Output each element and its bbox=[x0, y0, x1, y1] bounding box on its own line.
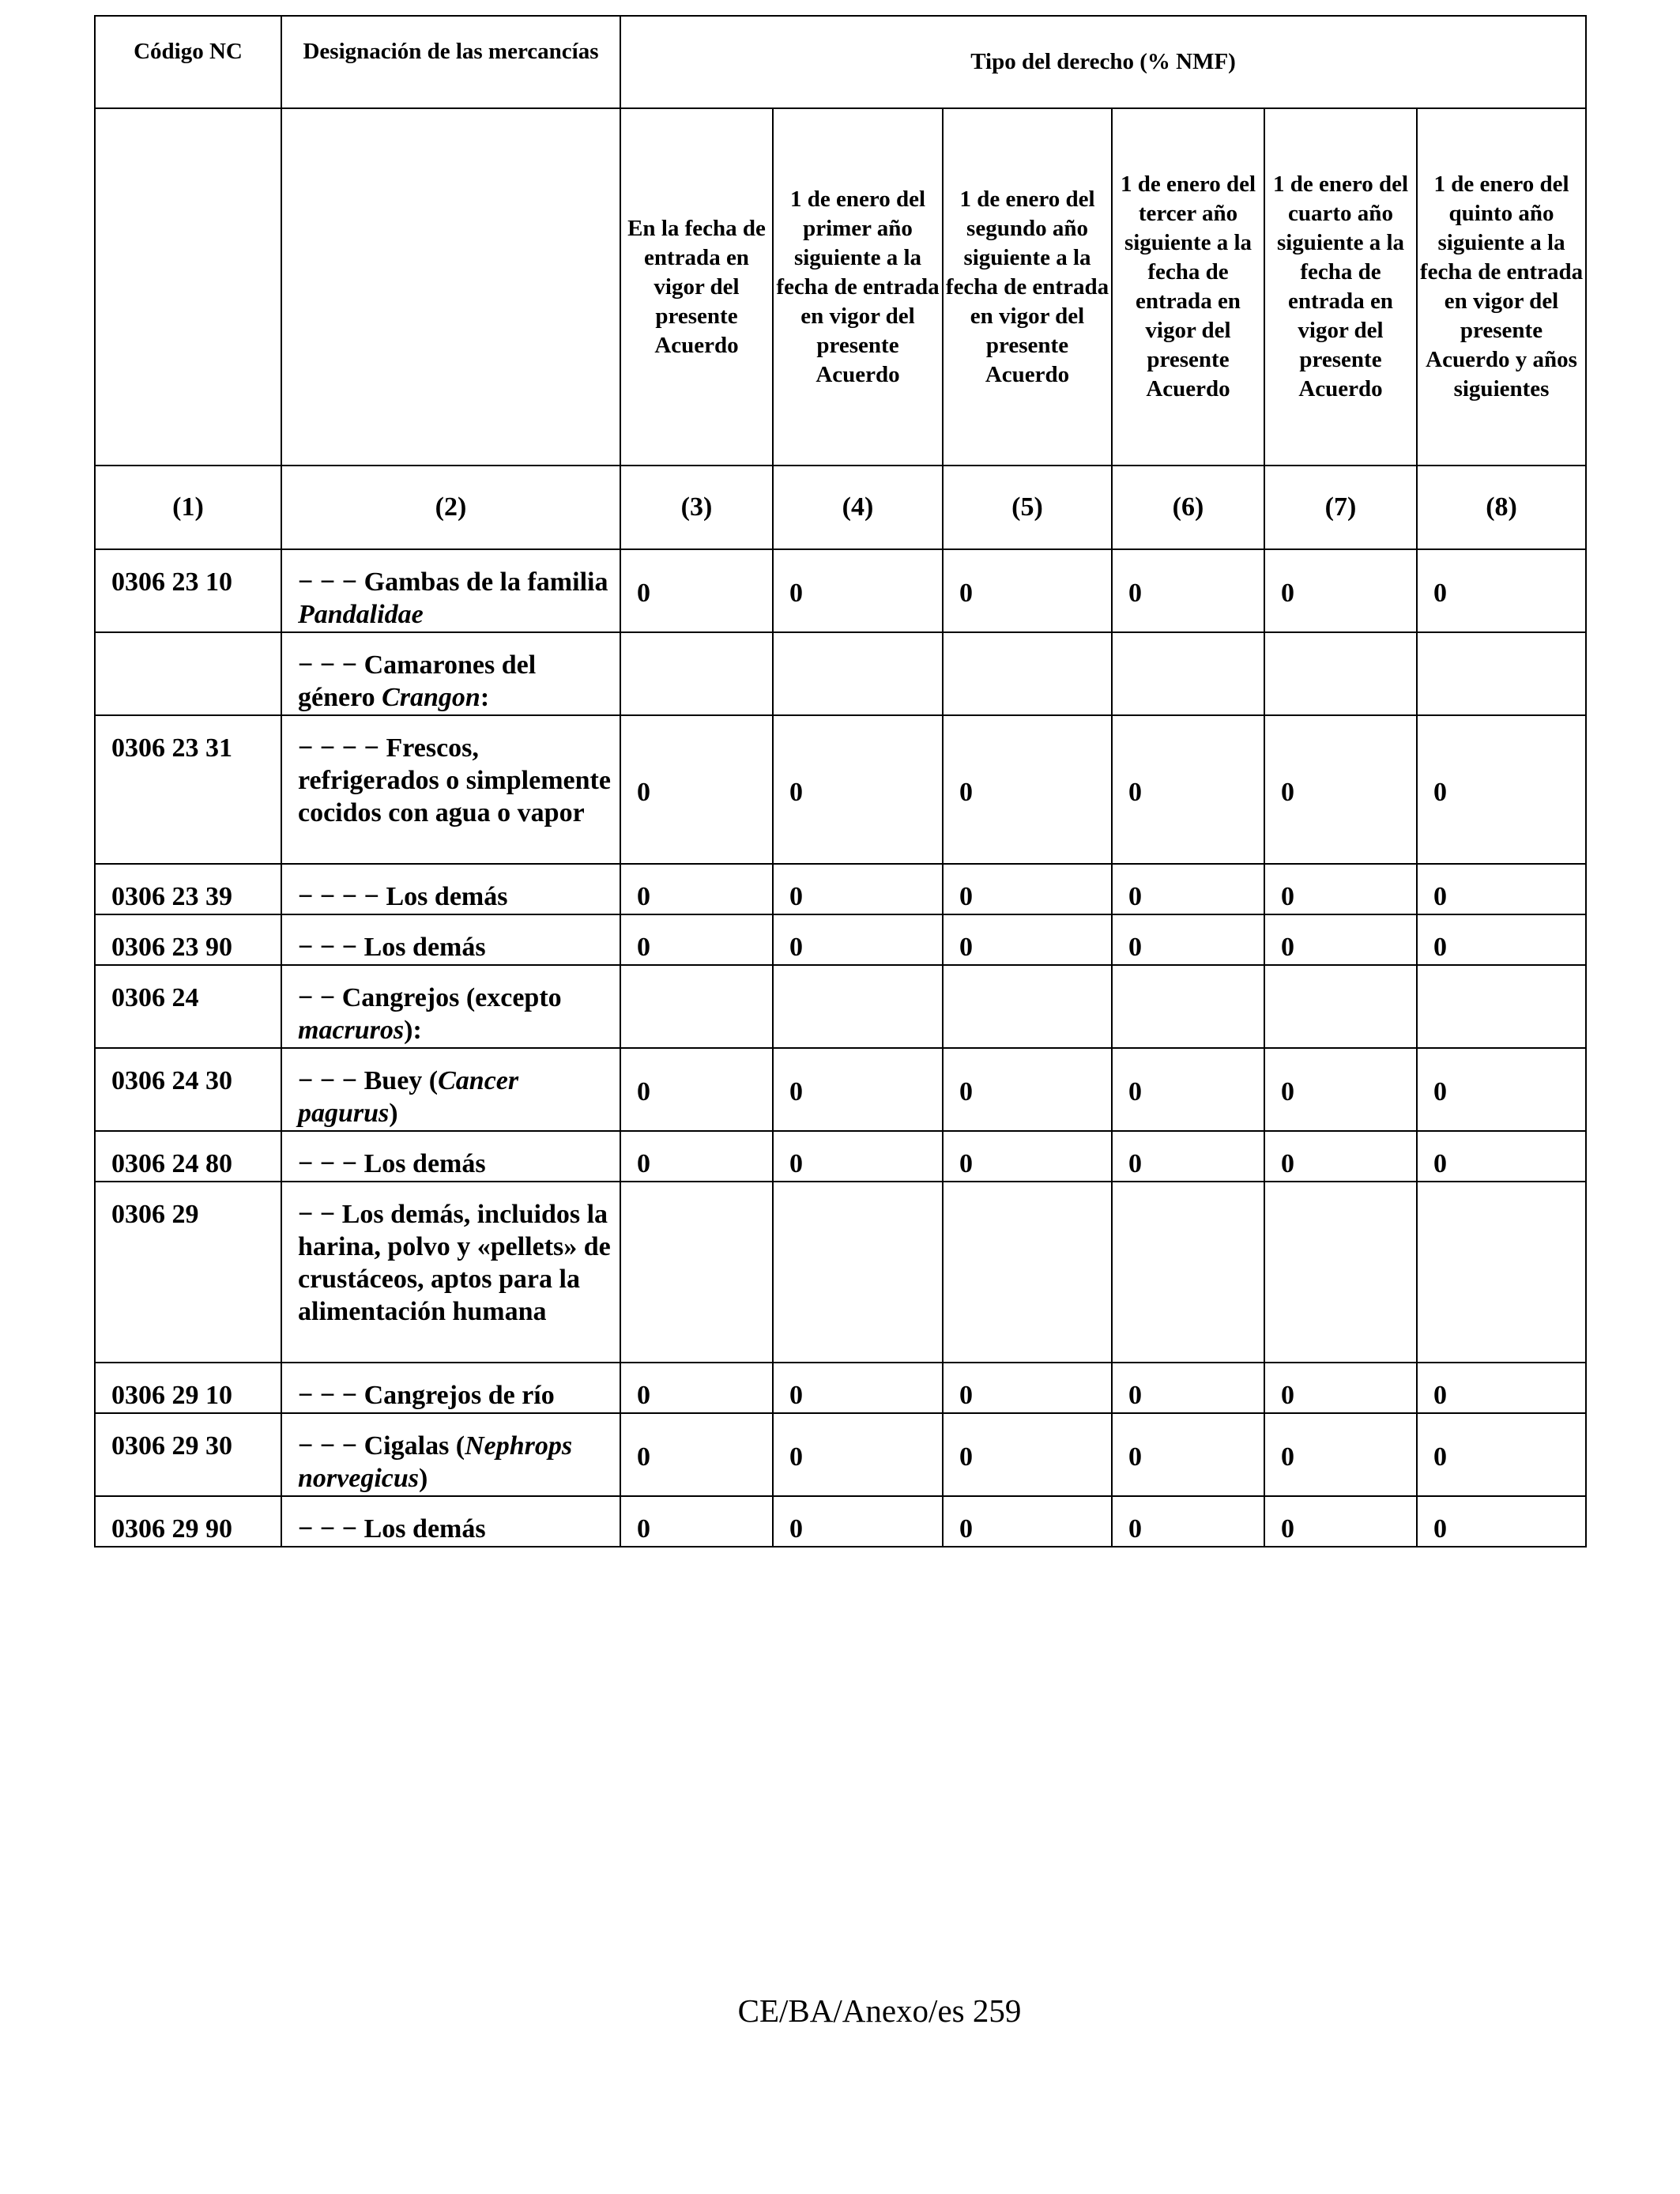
rate-cell bbox=[1264, 1182, 1417, 1363]
cn-code: 0306 29 90 bbox=[111, 1514, 232, 1544]
designation-cell bbox=[281, 965, 620, 1048]
header-designation bbox=[281, 16, 620, 108]
table-row bbox=[95, 864, 1586, 914]
rate-value: 0 bbox=[637, 1077, 650, 1106]
rate-value: 0 bbox=[959, 1077, 973, 1106]
rate-cell bbox=[943, 965, 1112, 1048]
rate-value: 0 bbox=[1281, 882, 1294, 911]
designation-suffix: : bbox=[480, 683, 490, 712]
table-row bbox=[95, 1131, 1586, 1182]
rate-cell bbox=[1112, 632, 1264, 715]
rate-cell bbox=[1112, 1131, 1264, 1182]
column-number: (3) bbox=[620, 466, 773, 549]
rate-cell bbox=[943, 1182, 1112, 1363]
designation-suffix: ) bbox=[419, 1464, 428, 1493]
designation-text: − − Los demás, incluidos la harina, polvo y «pellets» de crustáceos, aptos para la alimentación humana bbox=[298, 1200, 611, 1326]
rate-value bbox=[944, 1270, 1111, 1275]
cn-code-cell bbox=[95, 632, 281, 715]
cn-code: 0306 24 30 bbox=[111, 1066, 232, 1095]
rate-cell bbox=[1417, 715, 1586, 864]
rate-cell bbox=[1417, 1131, 1586, 1182]
rate-value bbox=[1113, 1005, 1264, 1009]
rate-cell bbox=[620, 549, 773, 632]
rate-cell bbox=[1112, 1496, 1264, 1547]
rate-cell bbox=[1264, 1413, 1417, 1496]
rate-value: 0 bbox=[1433, 579, 1447, 608]
table-row bbox=[95, 1496, 1586, 1547]
rate-cell bbox=[1112, 1363, 1264, 1413]
rate-value: 0 bbox=[1128, 882, 1142, 911]
rate-value: 0 bbox=[789, 1077, 803, 1106]
rate-value: 0 bbox=[789, 933, 803, 962]
header-code-label: Código NC bbox=[134, 39, 243, 64]
rate-cell bbox=[773, 1363, 943, 1413]
rate-cell bbox=[773, 1182, 943, 1363]
designation-text: − − Cangrejos (excepto bbox=[298, 983, 562, 1012]
rate-value: 0 bbox=[1281, 1442, 1294, 1472]
rate-value: 0 bbox=[1281, 1381, 1294, 1410]
rate-value bbox=[621, 1270, 772, 1275]
rate-cell bbox=[1417, 1182, 1586, 1363]
rate-value bbox=[1113, 672, 1264, 677]
rate-cell bbox=[620, 1131, 773, 1182]
rate-cell bbox=[773, 965, 943, 1048]
designation-text: − − − Los demás bbox=[298, 1514, 486, 1544]
cn-code-cell bbox=[95, 549, 281, 632]
rate-value bbox=[621, 1005, 772, 1009]
designation bbox=[282, 915, 620, 963]
designation-text: − − − Los demás bbox=[298, 1149, 486, 1178]
rate-cell bbox=[943, 914, 1112, 965]
rate-cell bbox=[620, 864, 773, 914]
designation bbox=[282, 966, 620, 1046]
column-number: (4) bbox=[773, 466, 943, 549]
header-stage-empty-2 bbox=[281, 108, 620, 466]
header-stage-7: 1 de enero del cuarto año siguiente a la fecha de entrada en vigor del presente Acuerdo bbox=[1264, 108, 1417, 466]
designation-cell bbox=[281, 715, 620, 864]
rate-cell bbox=[773, 549, 943, 632]
designation bbox=[282, 716, 620, 829]
cn-code-cell bbox=[95, 1131, 281, 1182]
rate-value: 0 bbox=[1433, 1381, 1447, 1410]
cn-code: 0306 24 80 bbox=[111, 1149, 232, 1178]
rate-value: 0 bbox=[959, 933, 973, 962]
rate-value: 0 bbox=[637, 882, 650, 911]
designation-text: − − − Buey ( bbox=[298, 1066, 439, 1095]
rate-cell bbox=[773, 1131, 943, 1182]
column-number: (6) bbox=[1112, 466, 1264, 549]
designation-cell bbox=[281, 1131, 620, 1182]
rate-cell bbox=[943, 1413, 1112, 1496]
column-number: (5) bbox=[943, 466, 1112, 549]
rate-cell bbox=[620, 965, 773, 1048]
rate-cell bbox=[1417, 1413, 1586, 1496]
designation-text: − − − Gambas de la familia bbox=[298, 567, 608, 597]
header-designation-label: Designación de las mercancías bbox=[303, 39, 599, 64]
column-number: (7) bbox=[1264, 466, 1417, 549]
rate-cell bbox=[943, 864, 1112, 914]
rate-cell bbox=[943, 632, 1112, 715]
rate-cell bbox=[1264, 715, 1417, 864]
rate-cell bbox=[773, 1496, 943, 1547]
rate-value: 0 bbox=[1281, 777, 1294, 807]
header-row-numbers bbox=[95, 466, 1586, 549]
rate-value: 0 bbox=[637, 933, 650, 962]
cn-code-cell bbox=[95, 1363, 281, 1413]
designation bbox=[282, 1132, 620, 1180]
rate-cell bbox=[943, 1131, 1112, 1182]
designation-cell bbox=[281, 1182, 620, 1363]
rate-cell bbox=[1417, 864, 1586, 914]
cn-code-cell bbox=[95, 1413, 281, 1496]
rate-value bbox=[944, 1005, 1111, 1009]
rate-value bbox=[1113, 1270, 1264, 1275]
designation-cell bbox=[281, 549, 620, 632]
header-rate bbox=[620, 16, 1586, 108]
designation-italic: macruros bbox=[298, 1016, 405, 1045]
cn-code-cell bbox=[95, 1048, 281, 1131]
page-reference: CE/BA/Anexo/es 259 bbox=[737, 1992, 1022, 2029]
designation-italic: Pandalidae bbox=[298, 600, 424, 629]
designation-cell bbox=[281, 1496, 620, 1547]
rate-value: 0 bbox=[789, 777, 803, 807]
header-stage-3: En la fecha de entrada en vigor del presente Acuerdo bbox=[620, 108, 773, 466]
column-number: (1) bbox=[95, 466, 281, 549]
rate-value: 0 bbox=[1128, 579, 1142, 608]
cn-code-cell bbox=[95, 1182, 281, 1363]
rate-cell bbox=[1417, 1363, 1586, 1413]
rate-cell bbox=[1112, 914, 1264, 965]
rate-value bbox=[1418, 1270, 1585, 1275]
rate-value: 0 bbox=[637, 1149, 650, 1178]
rate-value: 0 bbox=[1433, 777, 1447, 807]
cn-code-cell bbox=[95, 715, 281, 864]
rate-value: 0 bbox=[1128, 1149, 1142, 1178]
rate-value bbox=[1418, 672, 1585, 677]
cn-code-cell bbox=[95, 965, 281, 1048]
rate-value: 0 bbox=[1281, 1514, 1294, 1544]
cn-code-cell bbox=[95, 1496, 281, 1547]
rate-value: 0 bbox=[959, 579, 973, 608]
designation bbox=[282, 633, 620, 714]
designation-cell bbox=[281, 1363, 620, 1413]
cn-code bbox=[96, 633, 281, 649]
rate-value: 0 bbox=[789, 579, 803, 608]
rate-cell bbox=[620, 914, 773, 965]
header-stage-empty-1 bbox=[95, 108, 281, 466]
table-row bbox=[95, 914, 1586, 965]
rate-cell bbox=[773, 1413, 943, 1496]
designation-text: − − − − Los demás bbox=[298, 882, 508, 911]
rate-value: 0 bbox=[1433, 882, 1447, 911]
table-row bbox=[95, 965, 1586, 1048]
table-row bbox=[95, 549, 1586, 632]
designation-cell bbox=[281, 1048, 620, 1131]
rate-cell bbox=[1264, 1048, 1417, 1131]
cn-code: 0306 29 10 bbox=[111, 1381, 232, 1410]
cn-code: 0306 29 30 bbox=[111, 1431, 232, 1461]
rate-value: 0 bbox=[1128, 1442, 1142, 1472]
designation bbox=[282, 550, 620, 631]
rate-cell bbox=[943, 715, 1112, 864]
header-row-main bbox=[95, 16, 1586, 108]
rate-cell bbox=[773, 715, 943, 864]
cn-code: 0306 29 bbox=[111, 1200, 199, 1229]
designation-suffix: ) bbox=[389, 1099, 398, 1128]
rate-value: 0 bbox=[1433, 1077, 1447, 1106]
rate-value bbox=[774, 672, 942, 677]
designation bbox=[282, 1049, 620, 1129]
rate-cell bbox=[1112, 549, 1264, 632]
rate-value bbox=[1265, 1270, 1416, 1275]
rate-value: 0 bbox=[1433, 933, 1447, 962]
rate-cell bbox=[1417, 965, 1586, 1048]
rate-value: 0 bbox=[1128, 1514, 1142, 1544]
rate-cell bbox=[620, 1496, 773, 1547]
rate-cell bbox=[620, 1182, 773, 1363]
rate-value: 0 bbox=[959, 1514, 973, 1544]
rate-value: 0 bbox=[637, 777, 650, 807]
rate-cell bbox=[943, 1048, 1112, 1131]
rate-value bbox=[774, 1005, 942, 1009]
designation-text: − − − Los demás bbox=[298, 933, 486, 962]
rate-cell bbox=[1112, 864, 1264, 914]
rate-value: 0 bbox=[637, 579, 650, 608]
designation-text: − − − − Frescos, refrigerados o simplemente cocidos con agua o vapor bbox=[298, 733, 611, 827]
rate-cell bbox=[773, 914, 943, 965]
designation-italic: Nephrops norvegicus bbox=[298, 1431, 573, 1493]
rate-value: 0 bbox=[1433, 1442, 1447, 1472]
designation bbox=[282, 1497, 620, 1545]
rate-value: 0 bbox=[959, 1442, 973, 1472]
designation-suffix: ): bbox=[404, 1016, 422, 1045]
rate-value: 0 bbox=[959, 777, 973, 807]
tariff-body bbox=[95, 549, 1586, 1547]
designation-cell bbox=[281, 632, 620, 715]
rate-cell bbox=[943, 549, 1112, 632]
rate-value: 0 bbox=[637, 1442, 650, 1472]
header-stage-4: 1 de enero del primer año siguiente a la fecha de entrada en vigor del presente Acuerdo bbox=[773, 108, 943, 466]
rate-cell bbox=[1112, 965, 1264, 1048]
rate-cell bbox=[1417, 914, 1586, 965]
rate-value: 0 bbox=[1433, 1514, 1447, 1544]
rate-value bbox=[944, 672, 1111, 677]
rate-value: 0 bbox=[959, 882, 973, 911]
rate-cell bbox=[620, 1048, 773, 1131]
designation-cell bbox=[281, 914, 620, 965]
rate-cell bbox=[1112, 1182, 1264, 1363]
designation-cell bbox=[281, 1413, 620, 1496]
rate-cell bbox=[620, 1363, 773, 1413]
designation-text: − − − Camarones del género bbox=[298, 650, 537, 712]
rate-value bbox=[1265, 672, 1416, 677]
header-row-stages bbox=[95, 108, 1586, 466]
rate-value: 0 bbox=[637, 1514, 650, 1544]
rate-cell bbox=[1264, 632, 1417, 715]
rate-cell bbox=[1417, 1496, 1586, 1547]
rate-value: 0 bbox=[1128, 1381, 1142, 1410]
column-number: (2) bbox=[281, 466, 620, 549]
rate-cell bbox=[773, 1048, 943, 1131]
cn-code-cell bbox=[95, 864, 281, 914]
rate-value: 0 bbox=[1128, 777, 1142, 807]
rate-value bbox=[774, 1270, 942, 1275]
rate-value: 0 bbox=[1128, 1077, 1142, 1106]
rate-value: 0 bbox=[789, 1514, 803, 1544]
cn-code: 0306 23 39 bbox=[111, 882, 232, 911]
rate-cell bbox=[620, 1413, 773, 1496]
designation-text: − − − Cangrejos de río bbox=[298, 1381, 555, 1410]
rate-value: 0 bbox=[789, 1149, 803, 1178]
rate-cell bbox=[1112, 1048, 1264, 1131]
rate-value: 0 bbox=[959, 1381, 973, 1410]
table-row bbox=[95, 715, 1586, 864]
table-row bbox=[95, 1413, 1586, 1496]
rate-value: 0 bbox=[637, 1381, 650, 1410]
table-row bbox=[95, 1363, 1586, 1413]
header-rate-label: Tipo del derecho (% NMF) bbox=[970, 49, 1236, 74]
designation-text: − − − Cigalas ( bbox=[298, 1431, 465, 1461]
rate-value: 0 bbox=[1281, 1149, 1294, 1178]
rate-cell bbox=[943, 1496, 1112, 1547]
designation bbox=[282, 1182, 620, 1328]
rate-value: 0 bbox=[1281, 579, 1294, 608]
rate-cell bbox=[1264, 1363, 1417, 1413]
rate-cell bbox=[1264, 1131, 1417, 1182]
rate-value bbox=[1418, 1005, 1585, 1009]
rate-cell bbox=[620, 632, 773, 715]
rate-value: 0 bbox=[1281, 1077, 1294, 1106]
rate-cell bbox=[1264, 864, 1417, 914]
rate-cell bbox=[773, 632, 943, 715]
cn-code: 0306 23 31 bbox=[111, 733, 232, 763]
rate-cell bbox=[943, 1363, 1112, 1413]
designation bbox=[282, 1414, 620, 1495]
header-code bbox=[95, 16, 281, 108]
rate-value: 0 bbox=[789, 1442, 803, 1472]
header-stage-5: 1 de enero del segundo año siguiente a la fecha de entrada en vigor del presente Acuerdo bbox=[943, 108, 1112, 466]
rate-cell bbox=[620, 715, 773, 864]
designation-cell bbox=[281, 864, 620, 914]
designation-italic: Crangon bbox=[382, 683, 480, 712]
tariff-table bbox=[94, 15, 1587, 1547]
table-row bbox=[95, 632, 1586, 715]
rate-cell bbox=[1417, 632, 1586, 715]
table-row bbox=[95, 1048, 1586, 1131]
rate-value bbox=[1265, 1005, 1416, 1009]
cn-code: 0306 24 bbox=[111, 983, 199, 1012]
table-row bbox=[95, 1182, 1586, 1363]
header-stage-8: 1 de enero del quinto año siguiente a la fecha de entrada en vigor del presente Acuerdo y años siguientes bbox=[1417, 108, 1586, 466]
rate-cell bbox=[1264, 549, 1417, 632]
rate-cell bbox=[773, 864, 943, 914]
rate-cell bbox=[1264, 965, 1417, 1048]
cn-code: 0306 23 10 bbox=[111, 567, 232, 597]
column-number: (8) bbox=[1417, 466, 1586, 549]
rate-value: 0 bbox=[959, 1149, 973, 1178]
rate-cell bbox=[1264, 1496, 1417, 1547]
rate-cell bbox=[1417, 1048, 1586, 1131]
header-stage-6: 1 de enero del tercer año siguiente a la fecha de entrada en vigor del presente Acuerdo bbox=[1112, 108, 1264, 466]
cn-code-cell bbox=[95, 914, 281, 965]
rate-value: 0 bbox=[1128, 933, 1142, 962]
rate-value: 0 bbox=[789, 1381, 803, 1410]
rate-cell bbox=[1264, 914, 1417, 965]
designation bbox=[282, 1363, 620, 1412]
cn-code: 0306 23 90 bbox=[111, 933, 232, 962]
rate-value: 0 bbox=[1433, 1149, 1447, 1178]
rate-cell bbox=[1112, 1413, 1264, 1496]
rate-value bbox=[621, 672, 772, 677]
designation bbox=[282, 865, 620, 913]
rate-cell bbox=[1112, 715, 1264, 864]
rate-value: 0 bbox=[1281, 933, 1294, 962]
designation-italic: Cancer pagurus bbox=[298, 1066, 519, 1128]
rate-value: 0 bbox=[789, 882, 803, 911]
rate-cell bbox=[1417, 549, 1586, 632]
